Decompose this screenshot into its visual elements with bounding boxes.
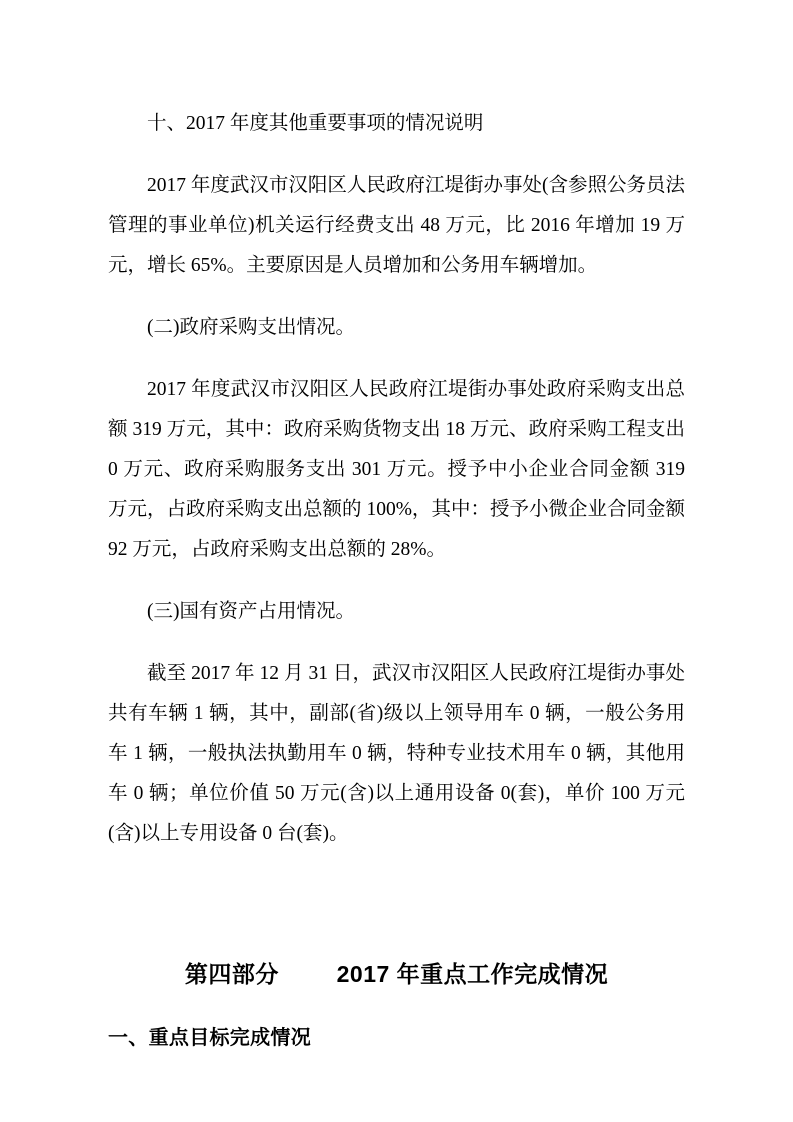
part-four-heading xyxy=(108,954,685,994)
part-four-heading-right: 2017 年重点工作完成情况 xyxy=(336,961,609,987)
heading-spacer xyxy=(108,874,685,902)
paragraph-section-ten-heading: 十、2017 年度其他重要事项的情况说明 xyxy=(147,113,484,134)
paragraph-subsection-two-heading: (二)政府采购支出情况。 xyxy=(147,317,355,338)
section-one-subheading: 一、重点目标完成情况 xyxy=(108,1027,311,1049)
paragraph-subsection-three-heading: (三)国有资产占用情况。 xyxy=(147,601,355,622)
paragraph-government-procurement: 2017 年度武汉市汉阳区人民政府江堤街办事处政府采购支出总额 319 万元，其中：政府采购货物支出 18 万元、政府采购工程支出 0 万元、政府采购服务支出 301 万元。授予中小企业合同金额 319 万元，占政府采购支出总额的 100%，其中：授予小微企业合同金额 92 万元，占政府采购支出总额的 28%。 xyxy=(108,379,685,560)
paragraph-state-owned-assets: 截至 2017 年 12 月 31 日，武汉市汉阳区人民政府江堤街办事处共有车辆 1 辆，其中，副部(省)级以上领导用车 0 辆，一般公务用车 1 辆，一般执法执勤用车 0 辆，特种专业技术用车 0 辆，其他用车 0 辆；单位价值 50 万元(含)以上通用设备 0(套)，单价 100 万元(含)以上专用设备 0 台(套)。 xyxy=(108,663,685,844)
part-four-heading-left: 第四部分 xyxy=(184,961,279,987)
paragraph-operating-expense: 2017 年度武汉市汉阳区人民政府江堤街办事处(含参照公务员法管理的事业单位)机关运行经费支出 48 万元，比 2016 年增加 19 万元，增长 65%。主要原因是人员增加和公务用车辆增加。 xyxy=(108,175,685,276)
document-body xyxy=(108,104,685,1056)
